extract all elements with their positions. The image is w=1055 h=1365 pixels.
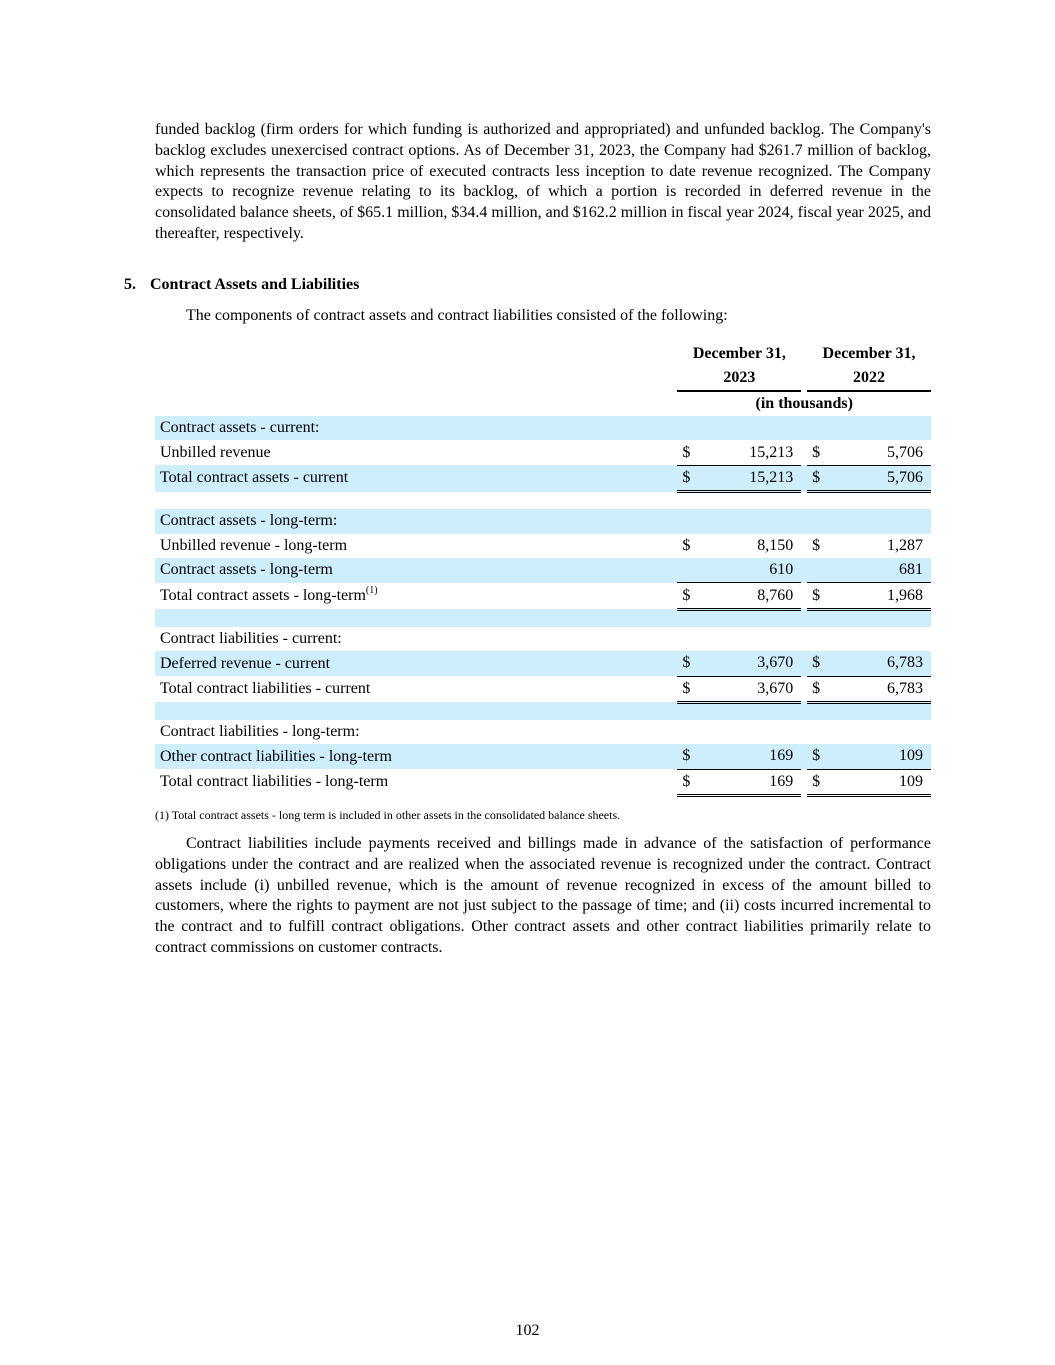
value-2023: 3,670 — [704, 651, 801, 676]
value-2022: 1,287 — [887, 536, 923, 554]
table-row — [155, 583, 931, 609]
row-label: Contract liabilities - long-term: — [160, 723, 360, 741]
value-2022: 681 — [834, 558, 931, 583]
section-number: 5. — [124, 276, 136, 293]
currency-symbol: $ — [807, 465, 834, 491]
row-label: Contract assets - long-term: — [155, 509, 672, 533]
col-2023-header-line2: 2023 — [677, 366, 801, 391]
currency-symbol: $ — [807, 651, 834, 676]
value-2022: 5,706 — [834, 465, 931, 491]
currency-symbol: $ — [677, 651, 704, 676]
value-2023: 610 — [704, 558, 801, 583]
table-intro: The components of contract assets and contract liabilities consisted of the following: — [186, 307, 728, 324]
table-row — [155, 720, 931, 744]
value-2023: 15,213 — [749, 443, 794, 461]
value-2023: 3,670 — [704, 676, 801, 702]
table-row — [155, 440, 931, 465]
table-row — [155, 651, 931, 676]
currency-symbol: $ — [807, 676, 834, 702]
col-2022-header-line2: 2022 — [807, 366, 931, 391]
row-label-text: Total contract assets - long-term — [160, 587, 366, 605]
row-label: Total contract liabilities - current — [160, 680, 371, 698]
table-row — [155, 676, 931, 702]
row-label: Total contract liabilities - long-term — [160, 773, 389, 791]
currency-symbol: $ — [812, 536, 821, 554]
col-2023-header-line1: December 31, — [692, 345, 786, 362]
currency-symbol: $ — [807, 583, 834, 609]
currency-symbol: $ — [807, 744, 834, 769]
currency-symbol: $ — [677, 583, 704, 609]
table-row — [155, 416, 931, 440]
currency-symbol: $ — [682, 536, 691, 554]
row-label: Contract assets - long-term — [155, 558, 672, 583]
section-heading — [124, 276, 359, 294]
value-2022: 5,706 — [887, 443, 923, 461]
table-row — [155, 534, 931, 558]
value-2023: 8,150 — [757, 536, 794, 554]
value-2023: 15,213 — [704, 465, 801, 491]
currency-symbol: $ — [677, 769, 704, 795]
value-2022: 109 — [834, 744, 931, 769]
currency-symbol: $ — [682, 443, 691, 461]
table-row — [155, 627, 931, 651]
table-row — [155, 744, 931, 769]
table-footnote: (1) Total contract assets - long term is included in other assets in the consolidated balance sheets. — [155, 808, 621, 822]
contract-table — [155, 342, 931, 797]
units-label: (in thousands) — [755, 395, 853, 412]
table-row — [155, 558, 931, 583]
row-label: Total contract assets - current — [155, 465, 672, 491]
value-2022: 6,783 — [834, 676, 931, 702]
page-number: 102 — [515, 1322, 540, 1339]
table-row — [155, 769, 931, 795]
value-2023: 169 — [704, 769, 801, 795]
value-2023: 169 — [704, 744, 801, 769]
value-2023: 8,760 — [704, 583, 801, 609]
footnote-marker: (1) — [365, 585, 378, 597]
col-2022-header-line1: December 31, — [822, 345, 916, 362]
currency-symbol: $ — [677, 744, 704, 769]
currency-symbol: $ — [677, 465, 704, 491]
currency-symbol: $ — [807, 769, 834, 795]
value-2022: 109 — [834, 769, 931, 795]
backlog-paragraph: funded backlog (firm orders for which funding is authorized and appropriated) and unfunded backlog. The Company's backlog excludes unexercised contract options. As of December 31, 2023, the Company had $261.7 million of backlog, which represents the transaction price of executed contracts less inception to date revenue recognized. The Company expects to recognize revenue relating to its backlog, of which a portion is recorded in deferred revenue in the consolidated balance sheets, of $65.1 million, $34.4 million, and $162.2 million in fiscal year 2024, fiscal year 2025, and thereafter, respectively. — [155, 121, 931, 242]
row-label — [155, 583, 672, 609]
table-row — [155, 509, 931, 533]
contract-liabilities-paragraph: Contract liabilities include payments received and billings made in advance of the satisfaction of performance obligations under the contract and are realized when the associated revenue is recognized under the contract. Contract assets include (i) unbilled revenue, which is the amount of revenue recognized in excess of the amount billed to customers, where the rights to payment are not just subject to the passage of time; and (ii) costs incurred incremental to the contract and to fulfill contract obligations. Other contract assets and other contract liabilities primarily relate to contract commissions on customer contracts. — [155, 835, 931, 956]
currency-symbol: $ — [812, 443, 821, 461]
currency-symbol: $ — [677, 676, 704, 702]
row-label: Deferred revenue - current — [155, 651, 672, 676]
value-2022: 1,968 — [834, 583, 931, 609]
value-2022: 6,783 — [834, 651, 931, 676]
row-label: Contract assets - current: — [155, 416, 672, 440]
row-label: Contract liabilities - current: — [160, 629, 342, 647]
row-label: Other contract liabilities - long-term — [155, 744, 672, 769]
table-row — [155, 465, 931, 491]
section-title: Contract Assets and Liabilities — [150, 276, 360, 293]
row-label: Unbilled revenue — [160, 443, 271, 461]
row-label: Unbilled revenue - long-term — [160, 536, 348, 554]
